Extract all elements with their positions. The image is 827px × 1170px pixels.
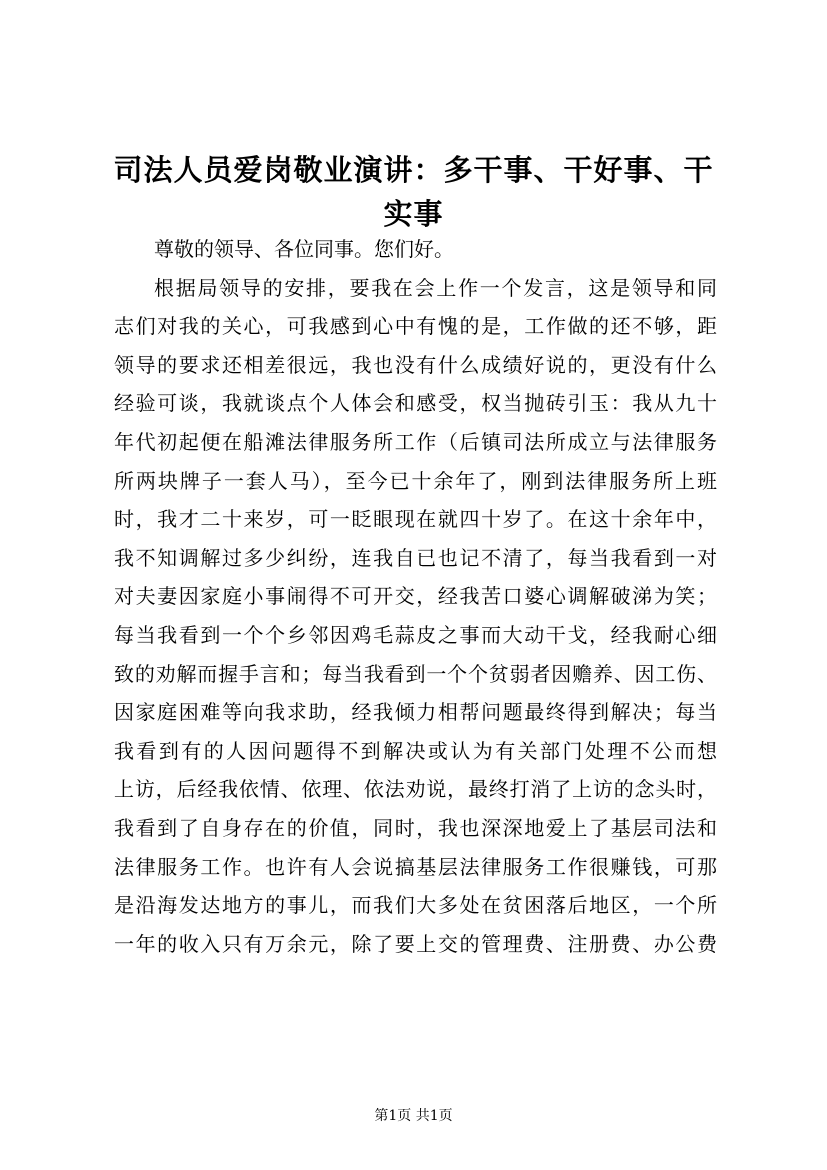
body-line: 上访，后经我依情、依理、依法劝说，最终打消了上访的念头时， [114, 777, 717, 802]
body-line: 所两块牌子一套人马），至今已十余年了，刚到法律服务所上班 [114, 468, 717, 493]
body-line: 根据局领导的安排，要我在会上作一个发言，这是领导和同 [154, 275, 717, 300]
body-line: 法律服务工作。也许有人会说搞基层法律服务工作很赚钱，可那 [114, 854, 717, 879]
body-line: 致的劝解而握手言和；每当我看到一个个贫弱者因赡养、因工伤、 [114, 661, 717, 686]
body-line: 经验可谈，我就谈点个人体会和感受，权当抛砖引玉：我从九十 [114, 391, 717, 416]
body-line: 我看到有的人因问题得不到解决或认为有关部门处理不公而想 [114, 738, 717, 763]
body-line: 志们对我的关心，可我感到心中有愧的是，工作做的还不够，距 [114, 314, 717, 339]
body-line: 每当我看到一个个乡邻因鸡毛蒜皮之事而大动干戈，经我耐心细 [114, 622, 717, 647]
document-body [114, 230, 717, 963]
body-line: 我看到了自身存在的价值，同时，我也深深地爱上了基层司法和 [114, 815, 717, 840]
page-footer: 第1页 共1页 [374, 1108, 453, 1124]
body-line: 时，我才二十来岁，可一眨眼现在就四十岁了。在这十余年中， [114, 507, 717, 532]
body-line: 年代初起便在船滩法律服务所工作（后镇司法所成立与法律服务 [114, 429, 717, 454]
body-line: 是沿海发达地方的事儿，而我们大多处在贫困落后地区，一个所 [114, 893, 717, 918]
body-line: 一年的收入只有万余元，除了要上交的管理费、注册费、办公费 [114, 931, 717, 956]
body-line: 对夫妻因家庭小事闹得不可开交，经我苦口婆心调解破涕为笑； [114, 584, 717, 609]
body-line: 领导的要求还相差很远，我也没有什么成绩好说的，更没有什么 [114, 352, 717, 377]
greeting-line: 尊敬的领导、各位同事。您们好。 [154, 237, 454, 261]
body-line: 我不知调解过多少纠纷，连我自已也记不清了，每当我看到一对 [114, 545, 717, 570]
document-title: 司法人员爱岗敬业演讲：多干事、干好事、干实事 [113, 153, 714, 231]
body-line: 因家庭困难等向我求助，经我倾力相帮问题最终得到解决；每当 [114, 700, 717, 725]
